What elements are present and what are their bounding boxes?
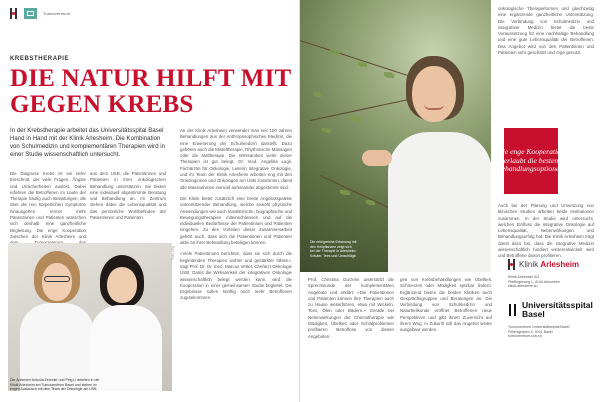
photo-caption-left [10, 378, 170, 392]
body-column-right-d: Auch bei der Planung und Umsetzung von klinischen Studien arbeiten beide Institutionen zusammen. In der Studie wird untersucht, welchen Einfluss die integrative Onkologie auf Lebensqualität, Nebenwirkungen und Behandlungserfolg hat. Die Klinik Arlesheim trägt damit dazu bei, dass die integrative Medizin wissenschaftlich fundiert weiterentwickelt wird und Betroffene davon profitieren. [498, 203, 594, 259]
body-paragraph: An der Klinik Arlesheim verwendet man seit 100 Jahren Behandlungen aus der Anthroposophischen Medizin, die eine Erweiterung der Schulmedizin darstellt. Dazu gehören auch die Misteltherapie, Rhythmische Massagen oder die Maltherapie. Die Wirksamkeit vieler dieser Therapien ist gut belegt. Dr. med. Angelika Lugli, Fachärztin für Onkologie, Leiterin Integrative Onkologie, und ihr Team der Klinik Arlesheim arbeiten eng mit den Onkologinnen und Onkologen am USB zusammen, damit alle Massnahmen sinnvoll aufeinander abgestimmt sind. [180, 128, 292, 190]
leaf-icon [322, 128, 331, 133]
photo-credit: Foto: zVg [171, 246, 175, 260]
pull-quote-box [496, 128, 566, 194]
pull-quote-text: Die enge Kooperation erlaubt die besten Behandlungsoptionen. [496, 147, 566, 174]
klinik-arlesheim-logo [508, 259, 579, 270]
leaf-icon [366, 200, 375, 205]
person-face [412, 66, 456, 122]
contact-line: Tumorzentrum Universitätsspital Basel [508, 325, 570, 329]
caption-line: den Heilpflanzen zeigt sich [310, 244, 352, 249]
usb-wordmark-line: Basel [522, 309, 545, 319]
leaf-icon [330, 50, 340, 55]
photo-caption-right [310, 240, 368, 258]
caption-line: Die Ärztinnen Antonia Zehnder und Ping Li arbeiten in der [10, 378, 100, 382]
contact-line: Klinik Arlesheim AG [508, 275, 540, 279]
caption-line: bei der Therapie in Arlesheim: [310, 249, 357, 254]
logo-prefix: Klinik [519, 260, 539, 269]
tumorzentrum-logo-icon [24, 8, 37, 19]
contact-link[interactable]: tumorzentrum.usb.ch [508, 334, 542, 339]
contact-line: Petersgraben 4, 4031 Basel [508, 329, 553, 334]
contact-line: Pfeffingerweg 1, 4144 Arlesheim [508, 279, 560, 284]
herb-doctor-photo [300, 0, 491, 272]
person-face [107, 267, 137, 303]
logo-name: Arlesheim [540, 260, 580, 269]
caption-line: engen Austausch mit dem Team der Onkologie am USB. [10, 387, 98, 392]
leaf-icon [314, 92, 322, 97]
glasses-icon [44, 276, 70, 282]
leaf-icon [358, 62, 367, 67]
body-column-2: aus dem USB, die Patientinnen und Patienten in ihrer onkologischen Behandlung unterstützen. Sie bieten eine individuell abgestimmte Beratung und Behandlung an. Im Zentrum stehen dabei die Lebensqualität und das persönliche Wohlbefinden der Patientinnen und Patienten. [90, 171, 166, 221]
caption-line: Klinik Arlesheim am Tumorzentrum Basel und stehen im [10, 382, 97, 387]
body-column-right-b: gen von Krebsbehandlungen wie Übelkeit, Schmerzen oder Müdigkeit spürbar lindern. Ergänzend bieten die beiden Kliniken auch Gesprächsgruppen und Beratungen an. Die Verbindung von Schulmedizin und Naturheilkunde eröffnet Betroffenen neue Perspektiven und gibt ihnen Zuversicht auf ihrem Weg. In Zukunft soll das Angebot weiter ausgebaut werden. [400, 277, 492, 333]
body-paragraph: «Viele Patientinnen berichten, dass sie sich durch die begleitenden Therapien wohler und gestärkter fühlen», sagt Prof. Dr. Dr. med. Marcus Vetter, Chefarzt Onkologie USB. Damit die Wirksamkeit der integrativen Onkologie wissenschaftlich belegt werden kann, wird die Kooperation in einer gemeinsamen Studie begleitet. Die Ergebnisse sollen künftig noch mehr Betroffenen zugutekommen. [180, 251, 292, 301]
body-column-1: Die Diagnose Krebs ist ein tiefer Einschnitt, der viele Fragen, Ängste und Unsicherheiten auslöst. Dabei erfahren die Betroffenen im Laufe der Therapie häufig auch Belastungen, die über die rein körperlichen Symptome hinausgehen. Immer mehr Patientinnen und Patienten wünschen sich deshalb eine ganzheitliche Begleitung. Die enge Kooperation zwischen der Klinik Arlesheim und [10, 171, 86, 239]
klinik-arlesheim-logo-icon [10, 8, 18, 19]
klinik-arlesheim-contact [508, 275, 598, 289]
klinik-arlesheim-logo-icon [508, 259, 516, 270]
caption-line: Die erfolgreiche Erfahrung mit [310, 240, 357, 244]
usb-logo-icon [508, 304, 518, 316]
usb-contact [508, 325, 598, 339]
body-column-right-c: onkologische Therapieformen und gleichzeitig eine ergänzende ganzheitliche Unterstützung. Die Verbindung von Schulmedizin und integrativer Medizin bietet die beste Voraussetzung für eine nachhaltige Behandlung und eine gute Lebensqualität der Betroffenen. Das Angebot wird von den Patientinnen und Patienten sehr geschätzt und rege genutzt. [498, 6, 594, 56]
doctors-photo [8, 243, 172, 391]
body-column-3 [180, 128, 292, 307]
tumorzentrum-label: Tumorzentrum [43, 10, 71, 16]
body-column-right-a: Prof. Christina Gurzeler unterstützt die Sprechstunde der komplementären Angebote und erklärt: «Die Patientinnen und Patienten können ihre Therapien auch zu Hause weiterführen, etwa mit Wickeln, Tees, Ölen oder Bädern.» Gerade bei Nebenwirkungen der Chemotherapie wie Müdigkeit, Übelkeit oder Schlafproblemen profitieren Betroffene von diesen Angeboten. [308, 277, 394, 339]
usb-wordmark [522, 301, 593, 319]
person-hand [362, 150, 392, 166]
caption-line: Kräuter, Tees und Umschläge. [310, 253, 357, 258]
article-lead: In der Krebstherapie arbeitet das Universitätsspital Basel Hand in Hand mit der Klinik Arlesheim. Die Kombination von Schulmedizin und komplementären Therapien wird in einer Studie wissenschaftlich untersucht. [10, 127, 166, 159]
leaf-icon [340, 190, 350, 195]
person-smile [424, 104, 444, 110]
person-coat [388, 132, 491, 272]
leaf-icon [350, 116, 361, 122]
header-logos [10, 6, 70, 20]
section-kicker: KREBSTHERAPIE [10, 56, 70, 62]
article-headline: DIE NATUR HILFT MIT GEGEN KREBS [10, 65, 291, 118]
usb-wordmark-line: Universitätsspital [522, 300, 593, 310]
leaf-icon [384, 72, 394, 78]
right-page [300, 0, 600, 402]
person-face [42, 263, 72, 301]
universitaetsspital-basel-logo [508, 301, 593, 319]
contact-link[interactable]: klinik-arlesheim.ch [508, 284, 538, 289]
body-paragraph: Die Klinik bietet zusätzlich eine breite Angebotspalette unterstützender Behandlung, welche sowohl physische Anwendungen wie auch künstlerische, biographische und Bewegungstherapien miteinschliessen und auf die individuellen Bedürfnisse der Patientinnen und Patienten eingehen. Zu den Vorteilen dieser Zusammenarbeit gehört auch, dass sich die Patientinnen und Patienten aktiv an ihrer Behandlung beteiligen können. [180, 195, 292, 246]
branch [320, 175, 393, 210]
klinik-arlesheim-wordmark [519, 260, 579, 269]
branch [300, 40, 414, 78]
